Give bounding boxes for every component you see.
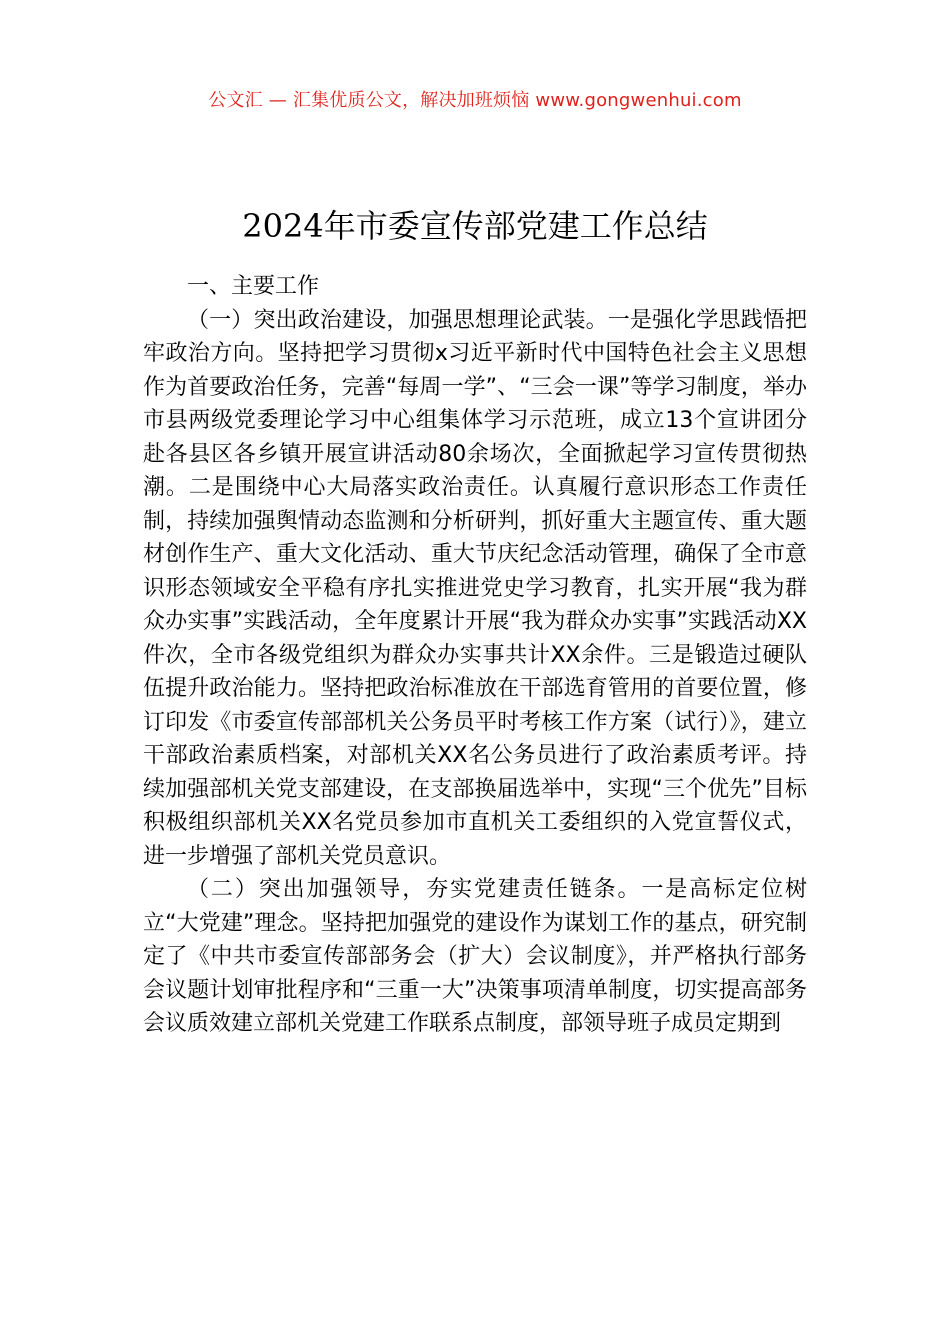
document-body <box>143 270 807 1041</box>
document-title: 2024年市委宣传部党建工作总结 <box>242 207 708 246</box>
section-heading: 一、主要工作 <box>187 274 320 299</box>
paragraph-2: （二）突出加强领导，夯实党建责任链条。一是高标定位树立“大党建”理念。坚持把加强党的建设作为谋划工作的基点，研究制定了《中共市委宣传部部务会（扩大）会议制度》，并严格执行部务会议题计划审批程序和“三重一大”决策事项清单制度，切实提高部务会议质效建立部机关党建工作联系点制度，部领导班子成员定期到 <box>143 877 807 1036</box>
header-banner: 公文汇 — 汇集优质公文，解决加班烦恼 www.gongwenhui.com <box>208 90 742 111</box>
paragraph-1: （一）突出政治建设，加强思想理论武装。一是强化学思践悟把牢政治方向。坚持把学习贯彻x习近平新时代中国特色社会主义思想作为首要政治任务，完善“每周一学”、“三会一课”等学习制度，举办市县两级党委理论学习中心组集体学习示范班，成立13个宣讲团分赴各县区各乡镇开展宣讲活动80余场次，全面掀起学习宣传贯彻热潮。二是围绕中心大局落实政治责任。认真履行意识形态工作责任制，持续加强舆情动态监测和分析研判，抓好重大主题宣传、重大题材创作生产、重大文化活动、重大节庆纪念活动管理，确保了全市意识形态领域安全平稳有序扎实推进党史学习教育，扎实开展“我为群众办实事”实践活动，全年度累计开展“我为群众办实事”实践活动XX件次，全市各级党组织为群众办实事共计XX余件。三是锻造过硬队伍提升政治能力。坚持把政治标准放在干部选育管用的首要位置，修订印发《市委宣传部部机关公务员平时考核工作方案（试行）》，建立干部政治素质档案，对部机关XX名公务员进行了政治素质考评。持续加强部机关党支部建设，在支部换届选举中，实现“三个优先”目标积极组织部机关XX名党员参加市直机关工委组织的入党宣誓仪式，进一步增强了部机关党员意识。 <box>143 307 807 869</box>
